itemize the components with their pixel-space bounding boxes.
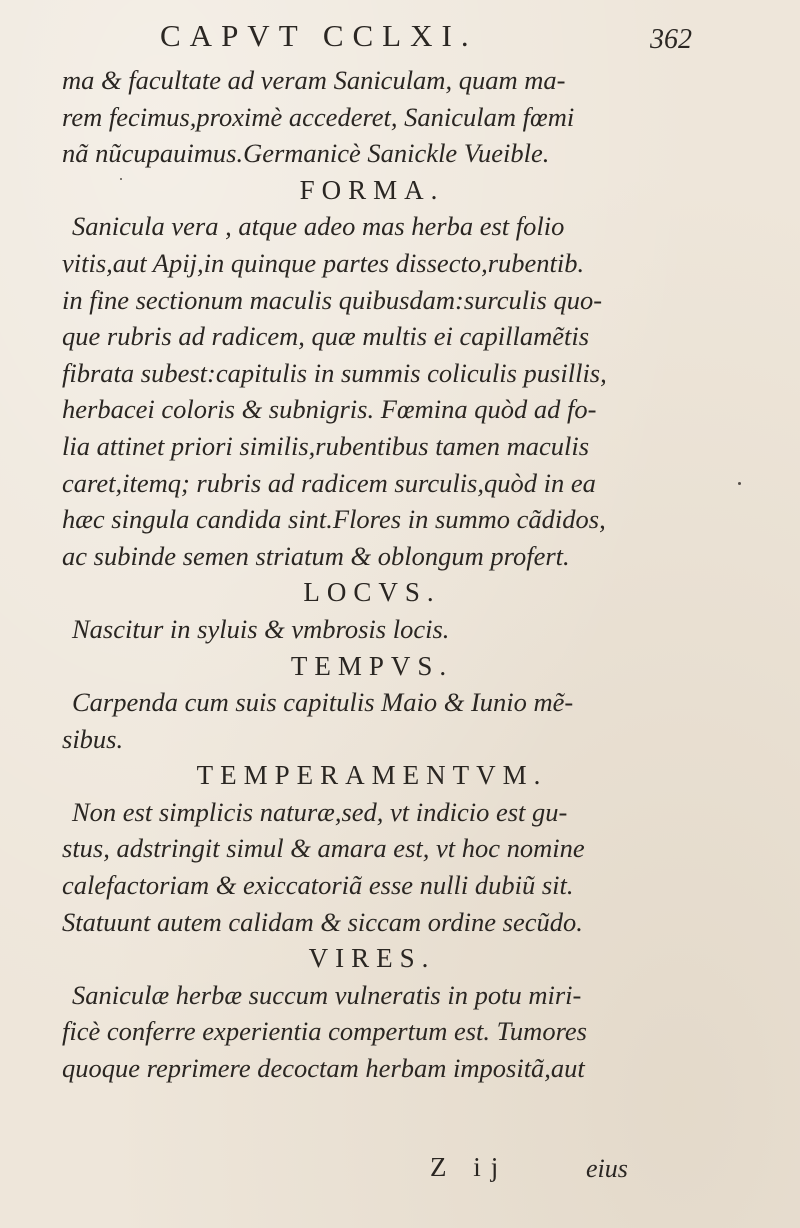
page-body (62, 62, 682, 1087)
text-line: Statuunt autem calidam & siccam ordine secũdo. (62, 906, 583, 937)
page-number: 362 (650, 24, 692, 55)
text-line: lia attinet priori similis,rubentibus tamen maculis (62, 430, 590, 461)
text-line: Carpenda cum suis capitulis Maio & Iunio mẽ- (72, 687, 574, 718)
text-line: quoque reprimere decoctam herbam impositã,aut (62, 1053, 585, 1084)
text-line: calefactoriam & exiccatoriã esse nulli dubiũ sit. (62, 870, 574, 901)
page-header (0, 16, 800, 56)
section-heading: FORMA. (299, 174, 445, 205)
paper-speck (738, 482, 741, 485)
text-line: Nascitur in syluis & vmbrosis locis. (72, 613, 450, 644)
page-footer (0, 1150, 800, 1190)
section-heading: LOCVS. (303, 577, 441, 608)
text-line: que rubris ad radicem, quæ multis ei capillamẽtis (62, 321, 590, 352)
text-line: rem fecimus,proximè accederet, Saniculam fœmi (62, 101, 575, 132)
paper-speck (120, 178, 122, 180)
text-line: in fine sectionum maculis quibusdam:surculis quo- (62, 284, 603, 315)
text-line: nã nũcupauimus.Germanicè Sanickle Vueible. (62, 138, 550, 169)
section-heading: TEMPVS. (290, 650, 454, 681)
signature-mark: Z ij (430, 1152, 509, 1182)
section-heading: TEMPERAMENTVM. (196, 760, 548, 791)
text-line: ma & facultate ad veram Saniculam, quam ma- (62, 65, 566, 95)
text-line: fibrata subest:capitulis in summis coliculis pusillis, (62, 357, 607, 388)
text-line: ac subinde semen striatum & oblongum profert. (62, 540, 570, 571)
text-line: herbacei coloris & subnigris. Fœmina quòd ad fo- (62, 394, 597, 425)
text-line: stus, adstringit simul & amara est, vt hoc nomine (62, 833, 585, 864)
text-line: hæc singula candida sint.Flores in summo cãdidos, (62, 504, 606, 535)
text-line: caret,itemq; rubris ad radicem surculis,quòd in ea (62, 467, 596, 498)
text-line: sibus. (62, 723, 124, 754)
text-line: vitis,aut Apij,in quinque partes dissecto,rubentib. (62, 247, 585, 278)
text-line: Sanicula vera , atque adeo mas herba est folio (72, 211, 565, 242)
text-line: ficè conferre experientia compertum est. Tumores (62, 1016, 587, 1047)
section-heading: VIRES. (308, 943, 436, 974)
catchword: eius (586, 1154, 628, 1183)
text-line: Non est simplicis naturæ,sed, vt indicio est gu- (72, 796, 568, 827)
text-line: Saniculæ herbæ succum vulneratis in potu miri- (72, 979, 582, 1010)
running-head: CAPVT CCLXI. (160, 18, 478, 53)
